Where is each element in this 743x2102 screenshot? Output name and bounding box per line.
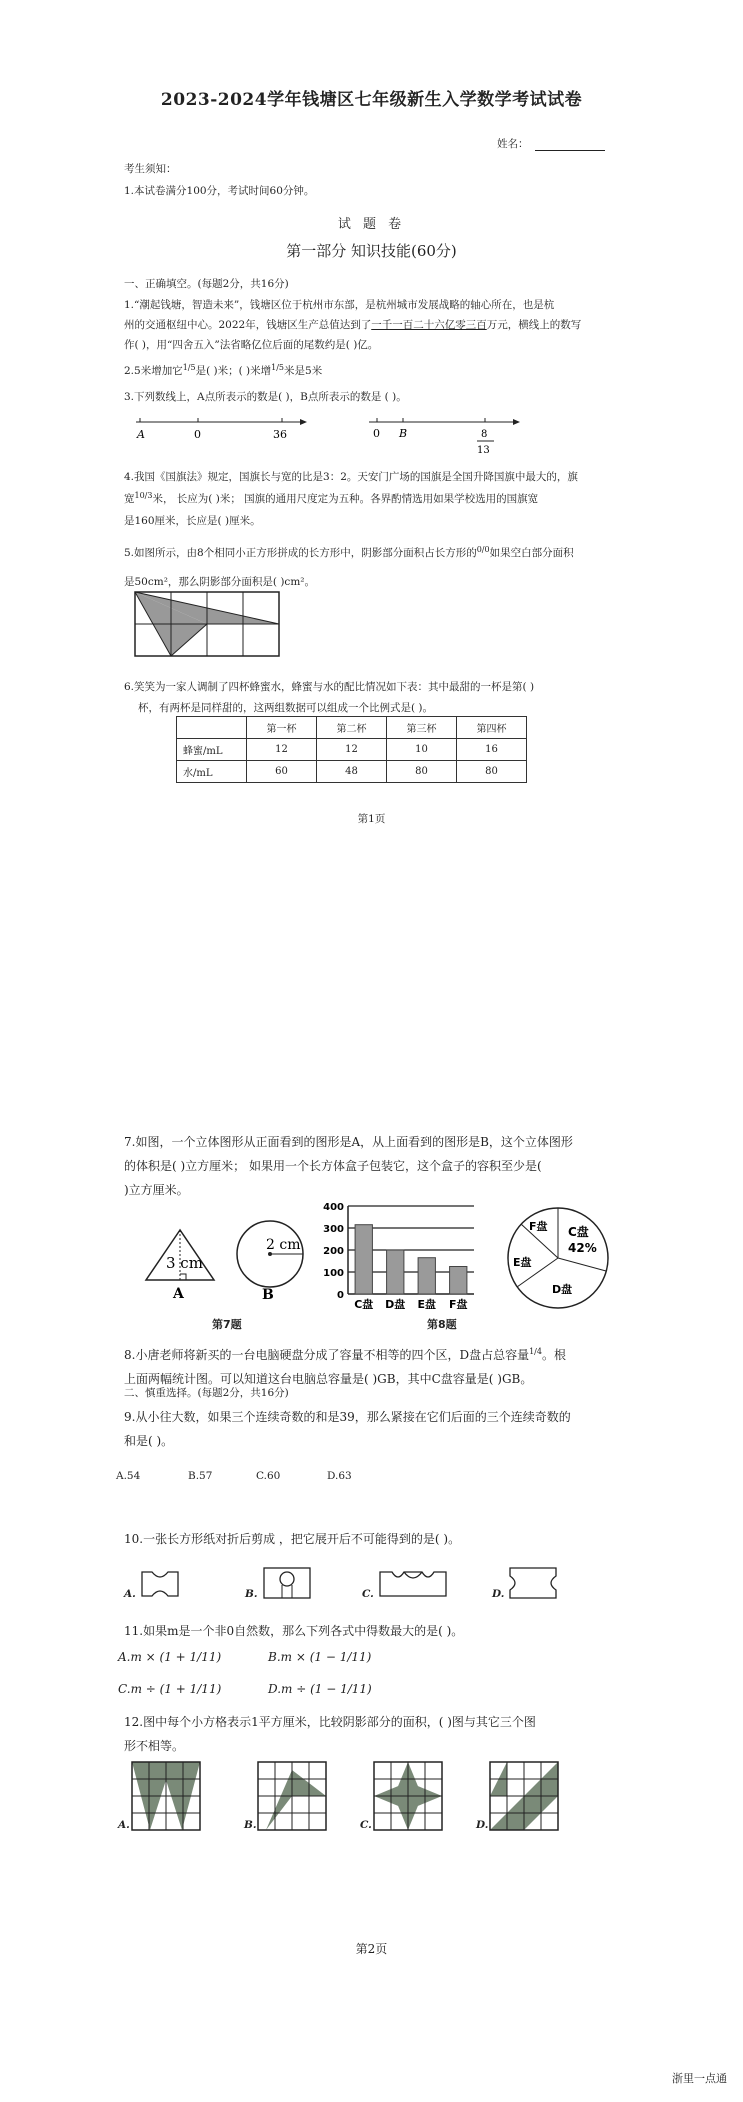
name-label: 姓名：	[497, 138, 529, 150]
y-tick-label: 300	[323, 1224, 344, 1235]
q7-circle-figure	[233, 1218, 313, 1303]
number-line-2	[365, 412, 520, 460]
q1-line2: 州的交通枢纽中心。2022年，钱塘区生产总值达到了一千一百二十六亿零三百万元，横线上的数写	[124, 319, 582, 331]
q7-line3: )立方厘米。	[124, 1183, 189, 1197]
pie-label-d: D盘	[552, 1283, 573, 1296]
q4-line3: 是160厘米，长应是( )厘米。	[124, 515, 261, 527]
q12-option-a[interactable]: A.	[118, 1819, 130, 1831]
figure-a-label: A	[173, 1286, 184, 1302]
figure8-caption: 第8题	[427, 1318, 457, 1331]
y-tick-label: 200	[323, 1246, 344, 1257]
bar-2	[387, 1250, 404, 1294]
q7-line1: 7.如图，一个立体图形从正面看到的图形是A，从上面看到的图形是B，这个立体图形	[124, 1135, 573, 1149]
q1-line3: 作( )，用“四舍五入”法省略亿位后面的尾数约是( )亿。	[124, 339, 379, 351]
q4-line2: 宽$^{10/3}$米， 长应为( )米； 国旗的通用尺度定为五种。各界酌情选用如果学校选用的国旗宽	[124, 491, 539, 505]
q12-option-d[interactable]: D.	[476, 1819, 489, 1831]
q11-option-a[interactable]: A.m × (1 + 1/11)	[118, 1650, 222, 1664]
q9-line1: 9.从小往大数，如果三个连续奇数的和是39，那么紧接在它们后面的三个连续奇数的	[124, 1410, 571, 1424]
q8-line1: 8.小唐老师将新买的一台电脑硬盘分成了容量不相等的四个区，D盘占总容量$^{1/4}$。根	[124, 1347, 566, 1362]
q7-line2: 的体积是( )立方厘米； 如果用一个长方体盒子包装它，这个盒子的容积至少是(	[124, 1159, 542, 1173]
y-tick-label: 400	[323, 1202, 344, 1213]
figure-b-label: B	[262, 1287, 274, 1303]
q10-shape-a	[140, 1568, 180, 1600]
q5-line2: 是50cm²，那么阴影部分面积是( )cm²。	[124, 576, 315, 588]
q10-shape-c	[378, 1568, 448, 1600]
q11-line: 11.如果m是一个非0自然数，那么下列各式中得数最大的是( )。	[124, 1624, 464, 1638]
point-a-label: A	[137, 428, 145, 441]
triangle-height-label: 3 cm	[166, 1254, 203, 1272]
table-row: 水/mL 60 48 80 80	[177, 761, 527, 783]
figure7-caption: 第7题	[212, 1318, 242, 1331]
bar-1	[355, 1225, 372, 1294]
pie-divider	[558, 1258, 606, 1271]
zero-label-1: 0	[194, 428, 201, 441]
number-line-1	[130, 412, 310, 446]
bar-4	[450, 1267, 467, 1295]
name-blank[interactable]	[535, 150, 605, 151]
q3-line: 3.下列数线上，A点所表示的数是( )，B点所表示的数是 ( )。	[124, 391, 407, 403]
q10-option-c[interactable]: C.	[362, 1588, 374, 1600]
q12-option-c[interactable]: C.	[360, 1819, 372, 1831]
disk-bar-chart	[320, 1200, 482, 1312]
honey-water-table	[176, 716, 527, 783]
y-tick-label: 0	[337, 1290, 344, 1301]
y-tick-label: 100	[323, 1268, 344, 1279]
pie-label-c-percent: 42%	[568, 1241, 597, 1255]
end-label-1: 36	[273, 428, 287, 441]
table-header-row: 第一杯 第二杯 第三杯 第四杯	[177, 717, 527, 739]
watermark: 浙里一点通	[672, 2072, 727, 2085]
q11-option-d[interactable]: D.m ÷ (1 − 1/11)	[268, 1682, 372, 1696]
q12-grid-d	[488, 1760, 560, 1832]
pie-label-e: E盘	[513, 1256, 532, 1269]
q6-line1: 6.笑笑为一家人调制了四杯蜂蜜水，蜂蜜与水的配比情况如下表：其中最甜的一杯是第( )	[124, 681, 535, 693]
q8-line2: 上面两幅统计图。可以知道这台电脑总容量是( )GB，其中C盘容量是( )GB。	[124, 1372, 533, 1386]
q12-line1: 12.图中每个小方格表示1平方厘米，比较阴影部分的面积，( )图与其它三个图	[124, 1715, 536, 1729]
q12-grid-c	[372, 1760, 444, 1832]
q9-option-c[interactable]: C.60	[256, 1470, 281, 1482]
x-category-label: C盘	[354, 1298, 374, 1311]
x-category-label: F盘	[448, 1298, 468, 1311]
q12-grid-a	[130, 1760, 202, 1832]
table-row: 蜂蜜/mL 12 12 10 16	[177, 739, 527, 761]
circle-radius-label: 2 cm	[266, 1237, 301, 1253]
q4-line1: 4.我国《国旗法》规定，国旗长与宽的比是3：2。天安门广场的国旗是全国升降国旗中最大的，旗	[124, 471, 578, 483]
zero-label-2: 0	[373, 427, 380, 440]
page1-footer: 第1页	[357, 813, 386, 825]
q12-line2: 形不相等。	[124, 1739, 185, 1753]
disk-pie-chart	[505, 1205, 611, 1311]
notice-heading: 考生须知：	[124, 163, 177, 175]
q10-line: 10.一张长方形纸对折后剪成 ，把它展开后不可能得到的是( )。	[124, 1532, 461, 1546]
q1-line1: 1.“潮起钱塘，智造未来”，钱塘区位于杭州市东部，是杭州城市发展战略的轴心所在，也是杭	[124, 299, 555, 311]
part1-heading: 第一部分 知识技能(60分)	[286, 242, 457, 260]
x-category-label: D盘	[385, 1298, 406, 1311]
pie-label-f: F盘	[529, 1220, 548, 1233]
q10-shape-b	[262, 1566, 312, 1600]
fraction-numerator: 8	[481, 429, 488, 440]
q7-triangle-figure	[142, 1228, 222, 1303]
q9-option-d[interactable]: D.63	[327, 1470, 352, 1482]
page-title: 2023-2024学年钱塘区七年级新生入学数学考试试卷	[160, 90, 583, 110]
q11-option-b[interactable]: B.m × (1 − 1/11)	[268, 1650, 372, 1664]
q5-line1: 5.如图所示，由8个相同小正方形拼成的长方形中，阴影部分面积占长方形的$^{0/0}$如果空白部分面积	[124, 545, 574, 559]
section1-heading: 一、正确填空。(每题2分，共16分)	[124, 278, 289, 290]
q9-line2: 和是( )。	[124, 1434, 174, 1448]
q9-option-b[interactable]: B.57	[188, 1470, 213, 1482]
q10-option-a[interactable]: A.	[124, 1588, 136, 1600]
q10-option-b[interactable]: B.	[245, 1588, 258, 1600]
q5-rectangle-figure	[134, 591, 280, 657]
q2-line: 2.5米增加它$^{1/5}$是( )米；( )米增$^{1/5}$米是5米	[124, 363, 323, 377]
bar-3	[418, 1258, 435, 1294]
notice-item-1: 1.本试卷满分100分，考试时间60分钟。	[124, 185, 315, 197]
q11-option-c[interactable]: C.m ÷ (1 + 1/11)	[118, 1682, 222, 1696]
q9-option-a[interactable]: A.54	[116, 1470, 141, 1482]
q10-option-d[interactable]: D.	[492, 1588, 505, 1600]
page2-footer: 第2页	[355, 1942, 388, 1956]
section2-heading: 二、慎重选择。(每题2分，共16分)	[124, 1387, 289, 1399]
fraction-denominator: 13	[477, 445, 490, 456]
q12-option-b[interactable]: B.	[244, 1819, 257, 1831]
pie-label-c: C盘	[568, 1225, 589, 1239]
point-b-label: B	[399, 427, 408, 440]
paper-label: 试 题 卷	[337, 217, 406, 232]
x-category-label: E盘	[417, 1298, 437, 1311]
q10-shape-d	[508, 1566, 558, 1600]
q12-grid-b	[256, 1760, 328, 1832]
q6-line2: 杯，有两杯是同样甜的，这两组数据可以组成一个比例式是( )。	[138, 702, 434, 714]
